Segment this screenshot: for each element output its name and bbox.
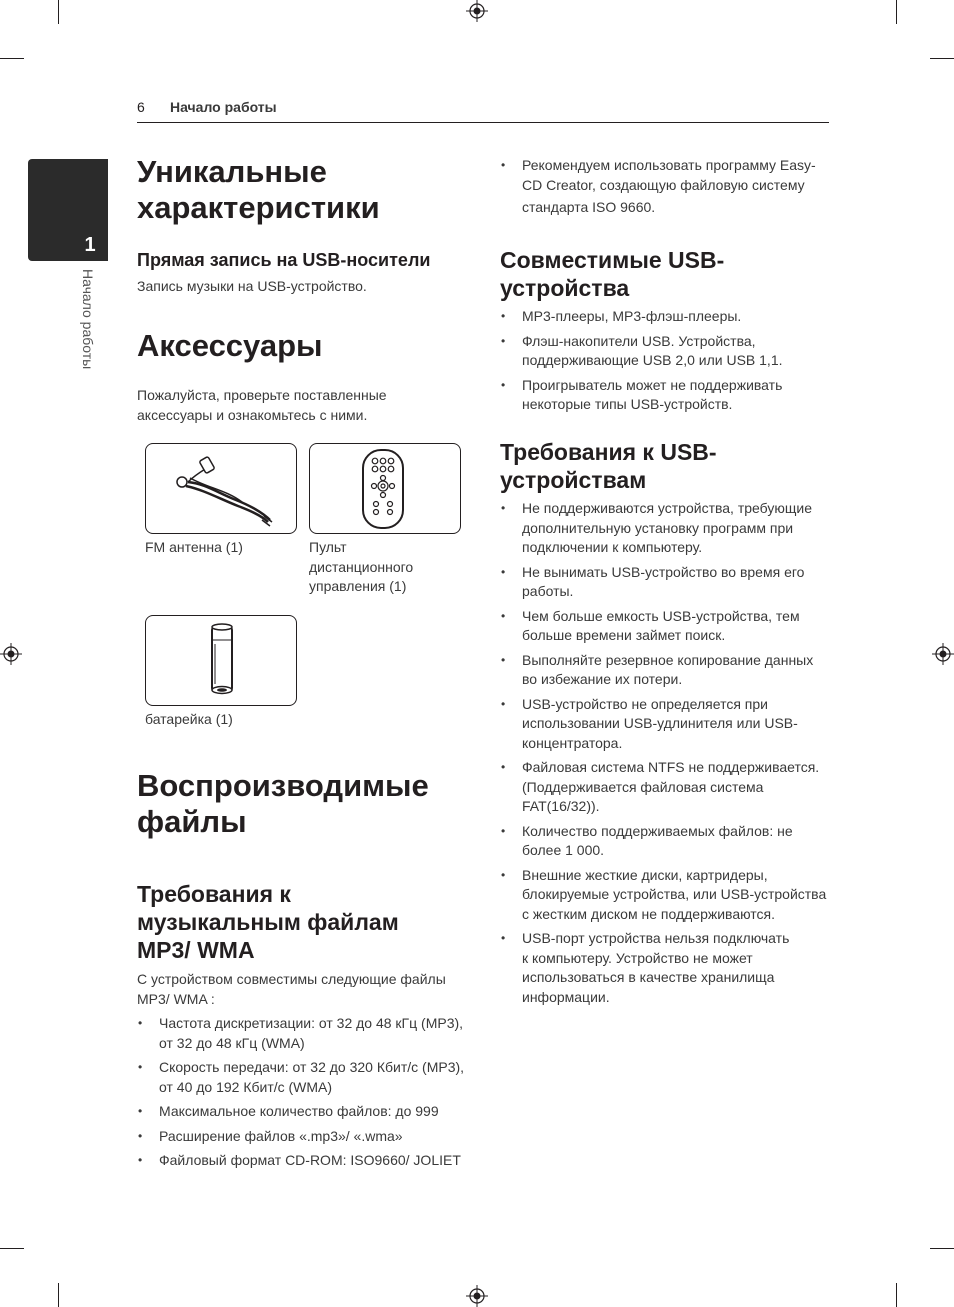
chapter-label: Начало работы — [80, 269, 96, 370]
crop-mark — [58, 1283, 59, 1307]
crop-mark — [930, 58, 954, 59]
remote-control-icon — [310, 444, 460, 533]
registration-mark-icon — [0, 643, 22, 665]
compatible-usb-title: Совместимые USB- устройства — [500, 247, 725, 301]
list-item: • USB-порт устройства нельзя подключать к компьютеру. Устройство не может использоваться в качестве хранилища информации. — [500, 929, 830, 1007]
crop-mark — [0, 58, 24, 59]
page-number: 6 — [137, 99, 145, 115]
crop-mark — [0, 1248, 24, 1249]
running-header: Начало работы — [170, 99, 277, 115]
mp3-requirements-list — [137, 1014, 477, 1176]
list-item: • Файловая система NTFS не поддерживается. (Поддерживается файловая система FAT(16/32)). — [500, 758, 830, 817]
list-item: • Не поддерживаются устройства, требующие дополнительную установку программ при подключении к компьютеру. — [500, 499, 830, 558]
crop-mark — [58, 0, 59, 24]
fm-antenna-icon — [146, 444, 296, 533]
list-item: • MP3-плееры, MP3-флэш-плееры. — [500, 307, 830, 327]
list-item: • Не вынимать USB-устройство во время его работы. — [500, 563, 830, 602]
crop-mark — [930, 1248, 954, 1249]
mp3-requirements-title: Требования к музыкальным файлам MP3/ WMA — [137, 881, 399, 963]
accessories-title: Аксессуары — [137, 328, 323, 363]
usb-record-title: Прямая запись на USB-носители — [137, 250, 431, 270]
list-item: • Флэш-накопители USB. Устройства, поддерживающие USB 2,0 или USB 1,1. — [500, 332, 830, 371]
header-rule — [137, 122, 829, 123]
list-item: • Чем больше емкость USB-устройства, тем больше времени займет поиск. — [500, 607, 830, 646]
registration-mark-icon — [932, 643, 954, 665]
list-item: • Расширение файлов «.mp3»/ «.wma» — [137, 1127, 477, 1147]
playable-files-title: Воспроизводимые файлы — [137, 768, 429, 839]
battery-icon — [146, 616, 296, 705]
mp3-intro: С устройством совместимы следующие файлы MP3/ WMA : — [137, 971, 446, 1007]
registration-mark-icon — [466, 0, 488, 22]
fm-antenna-caption: FM антенна (1) — [145, 539, 243, 555]
list-item: • Внешние жесткие диски, картридеры, блокируемые устройства, или USB-устройства с жестким диском не поддерживаются. — [500, 866, 830, 925]
list-item: • Количество поддерживаемых файлов: не более 1 000. — [500, 822, 830, 861]
list-item: • Максимальное количество файлов: до 999 — [137, 1102, 477, 1122]
list-item: • Рекомендуем использовать программу Easy- CD Creator, создающую файловую систему стандарта ISO 9660. — [500, 156, 830, 218]
crop-mark — [896, 1283, 897, 1307]
list-item: • Частота дискретизации: от 32 до 48 кГц (MP3), от 32 до 48 кГц (WMA) — [137, 1014, 477, 1053]
remote-control-caption: Пульт дистанционного управления (1) — [309, 539, 414, 594]
list-item: • USB-устройство не определяется при использовании USB-удлинителя или USB- концентратора. — [500, 695, 830, 754]
battery-image — [145, 615, 297, 706]
registration-mark-icon — [466, 1285, 488, 1307]
compatible-usb-list — [500, 307, 830, 420]
chapter-number: 1 — [84, 234, 96, 256]
list-item: • Проигрыватель может не поддерживать некоторые типы USB-устройств. — [500, 376, 830, 415]
crop-mark — [896, 0, 897, 24]
usb-requirements-title: Требования к USB- устройствам — [500, 439, 717, 493]
list-item: • Файловый формат CD-ROM: ISO9660/ JOLIET — [137, 1151, 477, 1171]
battery-caption: батарейка (1) — [145, 711, 233, 727]
easy-cd-recommendation — [500, 156, 830, 223]
remote-control-image — [309, 443, 461, 534]
fm-antenna-image — [145, 443, 297, 534]
usb-requirements-list — [500, 499, 830, 1012]
accessories-intro: Пожалуйста, проверьте поставленные аксессуары и ознакомьтесь с ними. — [137, 387, 387, 423]
list-item: • Выполняйте резервное копирование данных во избежание их потери. — [500, 651, 830, 690]
usb-record-text: Запись музыки на USB-устройство. — [137, 278, 367, 294]
list-item: • Скорость передачи: от 32 до 320 Кбит/с (MP3), от 40 до 192 Кбит/с (WMA) — [137, 1058, 477, 1097]
unique-features-title: Уникальные характеристики — [137, 154, 380, 225]
